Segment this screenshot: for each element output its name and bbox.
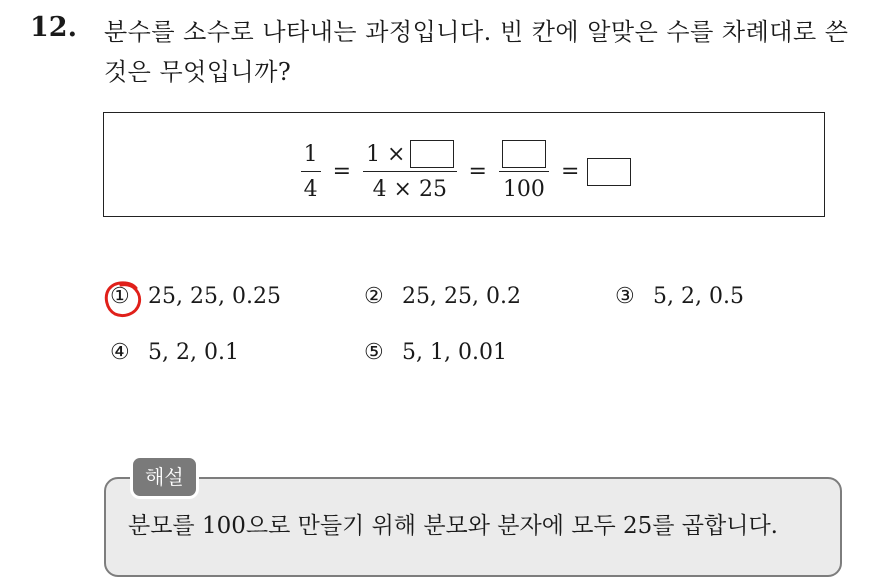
choice-3-marker: ③ <box>615 284 635 309</box>
equals-sign: = <box>560 159 580 184</box>
answer-circle-stroke <box>106 283 139 316</box>
choice-4-value: 5, 2, 0.1 <box>148 340 239 365</box>
choice-4[interactable] <box>110 340 239 365</box>
choice-5-value: 5, 1, 0.01 <box>402 340 507 365</box>
fraction-2-numerator: 1 × <box>366 141 406 167</box>
fraction-1-denominator: 4 <box>303 176 318 202</box>
answer-circle-mark <box>103 279 143 319</box>
question-number: 12. <box>30 12 77 43</box>
formula-box <box>103 112 825 217</box>
choice-2[interactable] <box>364 284 521 309</box>
fraction-formula <box>104 139 824 204</box>
fraction-3-denominator: 100 <box>502 176 545 202</box>
question-text: 분수를 소수로 나타내는 과정입니다. 빈 칸에 알맞은 수를 차례대로 쓴 것은 무엇입니까? <box>104 18 849 86</box>
equals-sign: = <box>468 159 487 184</box>
choice-3[interactable] <box>615 284 744 309</box>
fraction-1 <box>301 139 321 204</box>
blank-box-3 <box>587 158 631 186</box>
fraction-3 <box>499 139 549 204</box>
fraction-1-numerator: 1 <box>303 141 318 167</box>
choice-1-marker: ① <box>110 284 130 309</box>
equals-sign: = <box>332 159 352 184</box>
choice-5[interactable] <box>364 340 507 365</box>
choice-2-value: 25, 25, 0.2 <box>402 284 521 309</box>
explanation-label: 해설 <box>130 455 199 499</box>
choice-4-marker: ④ <box>110 340 130 365</box>
choice-1-value: 25, 25, 0.25 <box>148 284 281 309</box>
fraction-2 <box>363 139 456 204</box>
explanation-text: 분모를 100으로 만들기 위해 분모와 분자에 모두 25를 곱합니다. <box>128 513 778 539</box>
choice-3-value: 5, 2, 0.5 <box>653 284 744 309</box>
choice-2-marker: ② <box>364 284 384 309</box>
blank-box-1 <box>410 140 454 168</box>
choice-5-marker: ⑤ <box>364 340 384 365</box>
fraction-2-denominator: 4 × 25 <box>372 176 447 202</box>
blank-box-2 <box>502 140 546 168</box>
